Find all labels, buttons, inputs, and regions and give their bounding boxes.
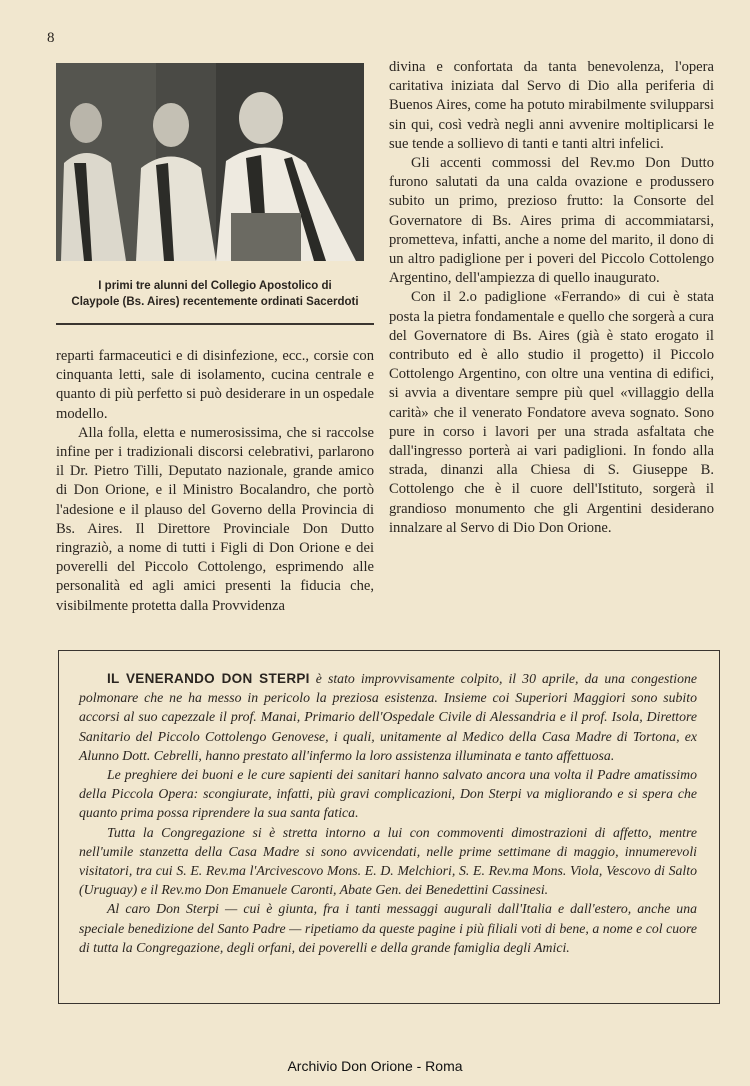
left-column-text <box>56 347 374 616</box>
right-paragraph: Gli accenti commossi del Rev.mo Don Dutto furono salutati da una calda ovazione e produssero subito un primo, prezioso frutto: la Consorte del Governatore di Bs. Aires prima di accommiatarsi, prometteva, infatti, anche a nome del marito, il dono di un altro padiglione per i poveri del Piccolo Cottolengo Argentino, dell'ampiezza di quello inaugurato. <box>389 155 714 287</box>
photo-caption <box>56 278 374 310</box>
right-column-text <box>389 58 714 538</box>
notice-title: IL VENERANDO DON STERPI <box>107 671 310 686</box>
right-paragraph: Con il 2.o padiglione «Ferrando» di cui è stata posta la pietra fondamentale e quello che sorgerà a cura del Governatore di Bs. Aires (già è stato erogato il contributo ed è allo studio il progetto) il Piccolo Cottolengo Argentino, con oltre una ventina di edifici, si avvia a diventare sempre più quel «villaggio della carità» che il venerato Fondatore aveva sognato. Sono pure in corso i lavori per una strada asfaltata che dall'ingresso porterà ai vari padiglioni. In fondo alla strada, dinanzi alla Chiesa di S. Giuseppe B. Cottolengo che è il cuore dell'Istituto, sorgerà il grandioso monumento che gli Argentini desiderano innalzare al Servo di Dio Don Orione. <box>389 289 714 536</box>
left-paragraph: Alla folla, eletta e numerosissima, che si raccolse infine per i tradizionali discorsi celebrativi, parlarono il Dr. Pietro Tilli, Deputato nazionale, grande amico di Don Orione, e il Ministro Bocalandro, che portò l'adesione e il plauso del Governo della Provincia di Bs. Aires. Il Direttore Provinciale Don Dutto ringraziò, a nome di tutti i Figli di Don Orione e dei poverelli del Piccolo Cottolengo, esprimendo alle personalità ed agli amici presenti la fiducia che, visibilmente protetta dalla Provvidenza <box>56 424 374 614</box>
photo-three-priests <box>56 63 364 261</box>
notice-paragraph: Tutta la Congregazione si è stretta intorno a lui con commoventi dimostrazioni di affetto, mentre nell'umile stanzetta della Casa Madre si sono avvicendati, nelle prime settimane di maggio, innumerevoli visitatori, tra cui S. E. Rev.ma l'Arcivescovo Mons. E. D. Melchiori, S. E. Rev.ma Mons. Viola, Vescovo di Salto (Uruguay) e il Rev.mo Don Emanuele Caronti, Abate Gen. dei Benedettini Cassinesi. <box>79 824 697 898</box>
page-number: 8 <box>47 30 55 46</box>
notice-paragraph: Le preghiere dei buoni e le cure sapienti dei sanitari hanno salvato ancora una volta il Padre amatissimo della Piccola Opera: scongiurate, infatti, più gravi complicazioni, Don Sterpi va migliorando e si spera che quanto prima possa riprendere la sua santa fatica. <box>79 767 697 821</box>
notice-paragraph: Al caro Don Sterpi — cui è giunta, fra i tanti messaggi augurali dall'Italia e dall'estero, anche una speciale benedizione del Santo Padre — ripetiamo da queste pagine i più filiali voti di bene, a nome e col cuore di tutta la Congregazione, degli orfani, dei poverelli e della grande famiglia degli Amici. <box>79 901 697 955</box>
caption-line-2: Claypole (Bs. Aires) recentemente ordinati Sacerdoti <box>71 296 359 308</box>
archive-footer: Archivio Don Orione - Roma <box>287 1058 463 1074</box>
notice-text <box>79 669 697 957</box>
caption-line-1: I primi tre alunni del Collegio Apostolico di <box>98 280 332 292</box>
right-paragraph: divina e confortata da tanta benevolenza, l'opera caritativa iniziata dal Servo di Dio alla periferia di Buenos Aires, come ha potuto mirabilmente svilupparsi sin qui, così vedrà negli anni avvenire moltiplicarsi le sue tende a sollievo di tanti e tanti altri infelici. <box>389 59 714 152</box>
notice-paragraph <box>79 669 697 765</box>
left-paragraph: reparti farmaceutici e di disinfezione, ecc., corsie con cinquanta letti, sale di isolamento, cucina centrale e quanto di più perfetto si può desiderare in un ospedale modello. <box>56 348 374 422</box>
caption-divider <box>56 323 374 325</box>
notice-first-paragraph: è stato improvvisamente colpito, il 30 aprile, da una congestione polmonare che ne ha messo in pericolo la preziosa esistenza. Insieme coi Superiori Maggiori sono subito accorsi al suo capezzale il prof. Manai, Primario dell'Ospedale Civile di Alessandria e il prof. Isola, Direttore Sanitario del Piccolo Cottolengo Genovese, i quali, unitamente al Medico della Casa Madre di Tortona, ex Alunno Dott. Cebrelli, hanno prestato all'infermo la loro assistenza illuminata e tanto affettuosa. <box>79 671 697 763</box>
don-sterpi-notice-box <box>58 650 720 1004</box>
